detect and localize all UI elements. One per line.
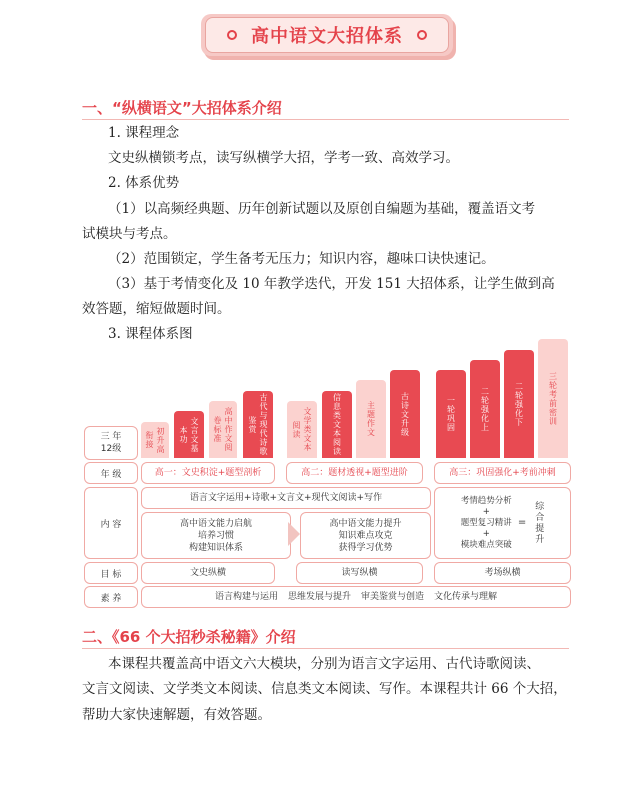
- grade-1: 高一：文史积淀+题型剖析: [141, 462, 275, 484]
- content-row-label: 内 容: [84, 487, 138, 559]
- item-text-1: 文史纵横锁考点，读写纵横学大招，学考一致、高效学习。: [108, 150, 459, 166]
- course-bar: 初升高衔接: [141, 422, 169, 458]
- box3-line3: 模块难点突破: [460, 539, 512, 550]
- item-label-3: 3. 课程体系图: [108, 326, 193, 342]
- section2-line2: 文言文阅读、文学类文本阅读、信息类文本阅读、写作。本课程共计 66 个大招，: [82, 681, 567, 697]
- item-text-3: （2）范围锁定，学生备考无压力；知识内容，趣味口诀快速记。: [108, 251, 495, 267]
- box2-line3: 获得学习优势: [338, 542, 393, 553]
- literacy-row-label: 素 养: [84, 586, 138, 608]
- result-text: 综合提升: [533, 501, 544, 545]
- arrow-right-icon: [288, 522, 300, 546]
- content-box-3: [434, 487, 571, 559]
- grade-row-label: 年 级: [84, 462, 138, 484]
- goal-1: 文史纵横: [141, 562, 275, 584]
- box1-line1: 高中语文能力启航: [179, 518, 252, 529]
- item-label-1: 1. 课程理念: [108, 125, 180, 141]
- course-bar: 古诗文升级: [390, 370, 420, 458]
- course-bar: 古代与现代诗歌鉴赏: [243, 391, 273, 458]
- page-title: 高中语文大招体系: [251, 26, 403, 47]
- item-text-2b: 试模块与考点。: [82, 226, 177, 242]
- box2-line1: 高中语文能力提升: [329, 518, 402, 529]
- goal-row-label: 目 标: [84, 562, 138, 584]
- goal-3: 考场纵横: [434, 562, 571, 584]
- box3-plus2: +: [482, 528, 490, 539]
- box2-line2: 知识难点攻克: [338, 530, 393, 541]
- ring-left-icon: [227, 30, 237, 40]
- section1-heading: 一、“纵横语文”大招体系介绍: [82, 99, 282, 117]
- grade-3: 高三：巩固强化+考前冲刺: [434, 462, 571, 484]
- section2-line1: 本课程共覆盖高中语文六大模块，分别为语言文字运用、古代诗歌阅读、: [108, 656, 540, 672]
- ring-right-icon: [417, 30, 427, 40]
- item-text-4b: 效答题，缩短做题时间。: [82, 301, 231, 317]
- course-bar: 二轮强化下: [504, 350, 534, 458]
- content-top: 语言文字运用+诗歌+文言文+现代文阅读+写作: [141, 487, 431, 509]
- section2-divider: [82, 648, 569, 649]
- section2-line3: 帮助大家快速解题，有效答题。: [82, 707, 271, 723]
- section2-heading: 二、《66 个大招秒杀秘籍》介绍: [82, 628, 296, 646]
- literacy-1: 语言构建与运用: [214, 592, 278, 602]
- course-bar: 文言文基本功: [174, 411, 204, 458]
- literacy-3: 审美鉴赏与创造: [361, 592, 425, 602]
- box1-line3: 构建知识体系: [188, 542, 243, 553]
- grade-2: 高二：题材透视+题型进阶: [286, 462, 423, 484]
- three-years-label: 三 年 12级: [84, 426, 138, 460]
- equals-sign: =: [517, 517, 527, 528]
- course-bar: 一轮巩固: [436, 370, 466, 458]
- goal-2: 读写纵横: [296, 562, 423, 584]
- box3-line1: 考情趋势分析: [460, 495, 512, 506]
- literacy-bar: [141, 586, 571, 608]
- box3-plus1: +: [482, 506, 490, 517]
- section1-divider: [82, 119, 569, 120]
- box1-line2: 培养习惯: [197, 530, 234, 541]
- course-bar: 二轮强化上: [470, 360, 500, 458]
- content-box-1: [141, 512, 291, 559]
- item-label-2: 2. 体系优势: [108, 175, 180, 191]
- course-bar: 文学类文本阅读: [287, 401, 317, 458]
- course-bar: 信息类文本阅读: [322, 391, 352, 458]
- literacy-2: 思维发展与提升: [287, 592, 351, 602]
- title-banner: [205, 17, 449, 53]
- course-bar: 三轮考前密训: [538, 339, 568, 458]
- course-bar: 高中作文阅卷标准: [209, 401, 237, 458]
- box3-line2: 题型复习精讲: [460, 517, 512, 528]
- item-text-4a: （3）基于考情变化及 10 年教学迭代，开发 151 大招体系，让学生做到高: [108, 276, 555, 292]
- course-bar: 主题作文: [356, 380, 386, 458]
- box3-lines: [461, 496, 512, 551]
- content-box-2: [300, 512, 431, 559]
- literacy-4: 文化传承与理解: [434, 592, 498, 602]
- item-text-2a: （1）以高频经典题、历年创新试题以及原创自编题为基础，覆盖语文考: [108, 201, 536, 217]
